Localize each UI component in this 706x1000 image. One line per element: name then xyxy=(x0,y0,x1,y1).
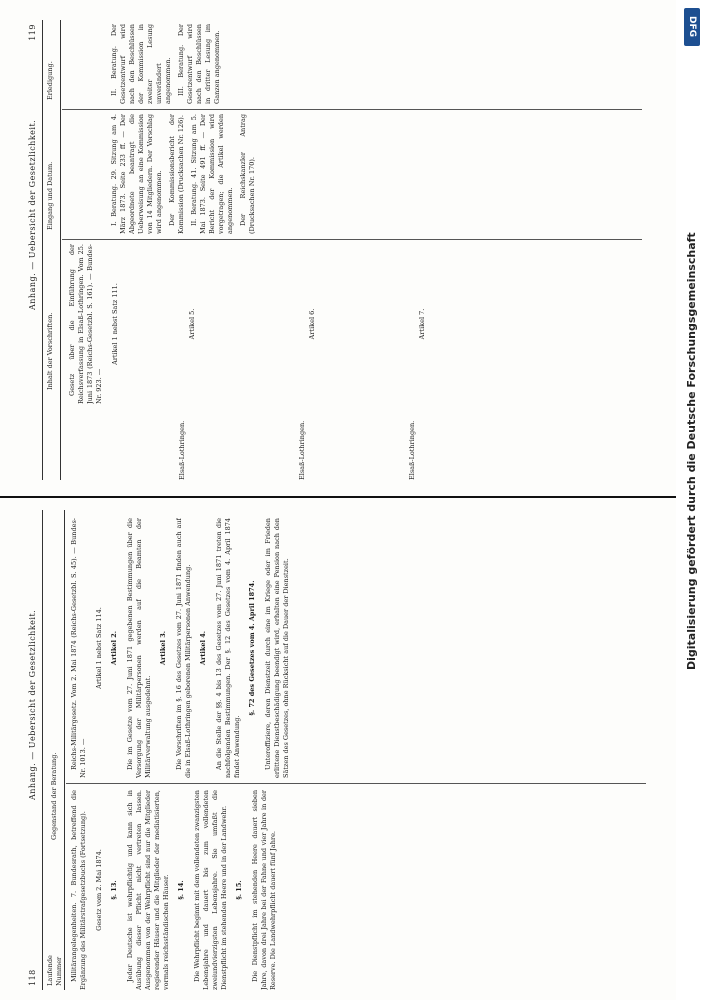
lower-page-header xyxy=(28,510,43,990)
section-head: §. 14. xyxy=(177,880,185,900)
section-head: §. 15. xyxy=(235,880,243,900)
proceedings-block: Der Reichskanzler Antrag (Drucksachen Nr. 170). xyxy=(239,114,256,234)
lower-law-title: Reichs-Militärgesetz. Vom 2. Mai 1874 (Reichs-Gesetzbl. S. 45). — Bundes- Nr. 1013. — xyxy=(70,518,87,778)
article-head: Artikel 4. xyxy=(199,630,207,666)
article-head: Artikel 2. xyxy=(110,630,118,666)
lower-column-headers xyxy=(46,510,65,990)
upper-law-title: Gesetz über die Einführung der Reichsverfassung in Elsaß-Lothringen. Vom 25. Juni 1873 (Reichs-Gesetzbl. S. 161). — Bundes- Nr. 923. — xyxy=(68,244,103,404)
upper-row-label: Elsaß-Lothringen. xyxy=(408,420,416,480)
article-head: §. 72 des Gesetzes vom 4. April 1874. xyxy=(248,580,256,716)
upper-resolution-column xyxy=(110,24,650,104)
page-divider xyxy=(0,496,676,498)
proceedings-block: II. Beratung. 41. Sitzung am 5. Mai 1873. Seite 491 ff. — Der Bericht der Kommission wird vorgetragen; die Artikel werden angenommen. xyxy=(190,114,234,234)
article-block xyxy=(110,518,153,778)
upper-col-header-2: Eingang und Datum. xyxy=(46,161,54,230)
lower-intro-sub: Gesetz vom 2. Mai 1874. xyxy=(94,849,103,931)
column-rule xyxy=(66,783,646,784)
section xyxy=(177,790,229,990)
section-text: Die Dienstpflicht im stehenden Heere dauert sieben Jahre, davon drei Jahre bei der Fahne und vier Jahre in der Reserve. Die Landwehrpflicht dauert fünf Jahre. xyxy=(250,790,277,990)
proceedings-block: I. Beratung. 29. Sitzung am 4. März 1873. Seite 233 ff. — Der Abgeordnete beantragt die Ueberweisung an eine Kommission von 14 Mitgliedern. Der Vorschlag wird angenommen. xyxy=(110,114,163,234)
article-block xyxy=(159,518,193,778)
upper-page-number: 119 xyxy=(28,24,37,41)
column-rule xyxy=(62,239,642,240)
upper-law-sub: Artikel 1 nebst Satz 111. xyxy=(110,283,119,365)
lower-right-column xyxy=(70,518,650,778)
number-header-line: Nummer xyxy=(55,956,63,986)
article-head: Artikel 3. xyxy=(159,630,167,666)
resolution-block: III. Beratung. Der Gesetzentwurf wird nach den Beschlüssen in dritter Lesung im Ganzen angenommen. xyxy=(177,24,221,104)
lower-law-sub: Artikel 1 nebst Satz 114. xyxy=(94,607,103,689)
section-text: Die Wehrpflicht beginnt mit dem vollendeten zwanzigsten Lebensjahre und dauert bis zum vollendeten zweiundvierzigsten Lebensjahre. Sie umfaßt die Dienstpflicht im stehenden Heere und in der Landwehr. xyxy=(192,790,228,990)
upper-row-labels xyxy=(68,410,648,480)
section-head: §. 13. xyxy=(110,880,118,900)
article-text: An die Stelle der §§. 4 bis 13 des Gesetzes vom 27. Juni 1871 treten die nachfolgenden Bestimmungen. Der §. 12 des Gesetzes vom 4. April 1874 findet Anwendung. xyxy=(214,518,241,778)
upper-column-headers xyxy=(46,20,61,480)
upper-col-header-3: Erledigung. xyxy=(46,61,54,100)
section-text: Jeder Deutsche ist wehrpflichtig und kann sich in Ausübung dieser Pflicht nicht vertreten lassen. Ausgenommen von der Wehrpflicht sind nur die Mitglieder regierender Häuser und die Mitglieder der mediatisierten, vormals reichsständischen Häuser. xyxy=(125,790,170,990)
upper-article: Artikel 7. xyxy=(418,308,426,340)
article-text: Die Vorschriften im §. 16 des Gesetzes vom 27. Juni 1871 finden auch auf die in Elsaß-Lothringen geborenen Militärpersonen Anwendung. xyxy=(174,518,192,778)
lower-col-header-subject: Gegenstand der Beratung. xyxy=(50,752,58,840)
article-text: Unteroffiziere, deren Dienstzeit durch eine im Kriege oder im Frieden erlittene Dienstbeschädigung beendigt wird, erhalten eine Pension nach den Sätzen des Gesetzes, ohne Rücksicht auf die Dauer der Dienstzeit. xyxy=(263,518,290,778)
upper-proceedings-column xyxy=(110,114,650,234)
upper-content-column xyxy=(68,244,648,404)
upper-row-label: Elsaß-Lothringen. xyxy=(298,420,306,480)
number-header-line: Laufende xyxy=(46,955,54,986)
section xyxy=(110,790,171,990)
upper-article: Artikel 5. xyxy=(188,308,196,340)
upper-header-left: Anhang. — Uebersicht der Gesetzlichkeit. xyxy=(28,119,37,310)
upper-article: Artikel 6. xyxy=(308,308,316,340)
article-text: Die im Gesetze vom 27. Juni 1871 gegebenen Bestimmungen über die Versorgung der Militärpersonen werden auf die Beamten der Militärverwaltung ausgedehnt. xyxy=(125,518,152,778)
lower-header-left: Anhang. — Uebersicht der Gesetzlichkeit. xyxy=(28,609,37,800)
article-block xyxy=(248,518,291,778)
upper-row-label: Elsaß-Lothringen. xyxy=(178,420,186,480)
section xyxy=(235,790,278,990)
proceedings-block: Der Kommissionsbericht der Kommission (Drucksachen Nr. 126). xyxy=(168,114,185,234)
dfg-credit-text: Digitalisierung gefördert durch die Deutsche Forschungsgemeinschaft xyxy=(685,232,698,670)
article-block xyxy=(199,518,242,778)
lower-col-header-number xyxy=(46,955,64,986)
upper-page xyxy=(20,20,660,480)
upper-col-header-1: Inhalt der Vorschriften. xyxy=(46,312,54,390)
lower-intro: Militärangelegenheiten. 7. Bundesrath, betreffend die Ergänzung des Militärstrafgesetzbuchs (Fortsetzung). xyxy=(70,790,87,990)
upper-page-header xyxy=(28,20,43,480)
lower-left-column xyxy=(70,790,650,990)
lower-page-number: 118 xyxy=(28,969,37,986)
column-rule xyxy=(62,109,642,110)
resolution-block: II. Beratung. Der Gesetzentwurf wird nach den Beschlüssen der Kommission in zweiter Lesung unverändert angenommen. xyxy=(110,24,172,104)
lower-page xyxy=(20,510,660,990)
dfg-logo: DFG xyxy=(684,8,700,46)
